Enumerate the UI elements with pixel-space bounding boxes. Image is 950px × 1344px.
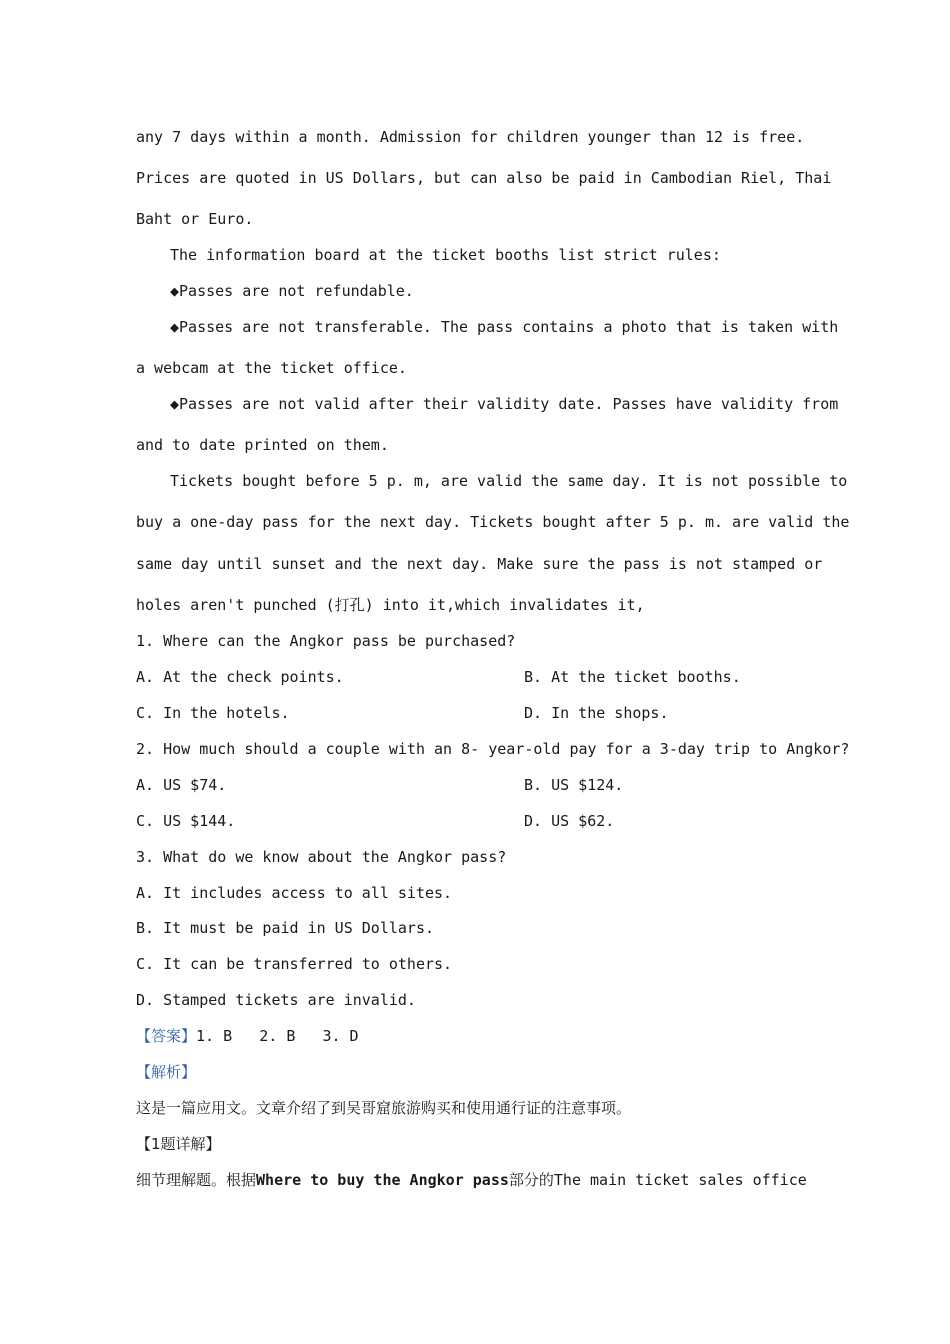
question-3: 3. What do we know about the Angkor pass? bbox=[136, 848, 507, 866]
analysis-summary: 这是一篇应用文。文章介绍了到吴哥窟旅游购买和使用通行证的注意事项。 bbox=[136, 1099, 632, 1117]
option-a: A. US $74. bbox=[136, 776, 227, 794]
passage-line: Prices are quoted in US Dollars, but can also be paid in Cambodian Riel, Thai bbox=[136, 169, 832, 187]
passage-line: holes aren't punched (打孔) into it,which invalidates it, bbox=[136, 596, 645, 614]
analysis-label: 【解析】 bbox=[136, 1063, 197, 1081]
option-a: A. It includes access to all sites. bbox=[136, 884, 453, 902]
question-2: 2. How much should a couple with an 8- year-old pay for a 3-day trip to Angkor? bbox=[136, 740, 850, 758]
answer-line bbox=[136, 1026, 359, 1046]
rule-item: ◆Passes are not transferable. The pass contains a photo that is taken with bbox=[170, 318, 839, 336]
detail-bold: Where to buy the Angkor pass bbox=[256, 1171, 509, 1189]
passage-line: same day until sunset and the next day. Make sure the pass is not stamped or bbox=[136, 555, 823, 573]
passage-line: any 7 days within a month. Admission for children younger than 12 is free. bbox=[136, 128, 805, 146]
option-d: D. In the shops. bbox=[524, 704, 669, 722]
answer-label: 【答案】 bbox=[136, 1027, 197, 1045]
passage-line: Baht or Euro. bbox=[136, 210, 254, 228]
option-c: C. It can be transferred to others. bbox=[136, 955, 453, 973]
option-d: D. Stamped tickets are invalid. bbox=[136, 991, 416, 1009]
detail-prefix: 细节理解题。根据 bbox=[136, 1171, 257, 1189]
passage-line: and to date printed on them. bbox=[136, 436, 389, 454]
option-c: C. US $144. bbox=[136, 812, 236, 830]
answer-text: 1. B 2. B 3. D bbox=[196, 1027, 359, 1045]
detail-post: The main ticket sales office bbox=[553, 1171, 807, 1189]
passage-line: a webcam at the ticket office. bbox=[136, 359, 407, 377]
passage-line: Tickets bought before 5 p. m, are valid the same day. It is not possible to bbox=[170, 472, 848, 490]
option-c: C. In the hotels. bbox=[136, 704, 290, 722]
option-b: B. At the ticket booths. bbox=[524, 668, 741, 686]
detail-mid: 部分的 bbox=[508, 1171, 554, 1189]
option-b: B. US $124. bbox=[524, 776, 624, 794]
option-d: D. US $62. bbox=[524, 812, 615, 830]
option-a: A. At the check points. bbox=[136, 668, 344, 686]
rule-item: ◆Passes are not valid after their validity date. Passes have validity from bbox=[170, 395, 839, 413]
q1-detail-line bbox=[136, 1170, 807, 1190]
rule-item: ◆Passes are not refundable. bbox=[170, 282, 414, 300]
question-1: 1. Where can the Angkor pass be purchased? bbox=[136, 632, 516, 650]
analysis-label-line bbox=[136, 1062, 196, 1082]
passage-line: buy a one-day pass for the next day. Tickets bought after 5 p. m. are valid the bbox=[136, 513, 850, 531]
passage-line: The information board at the ticket booths list strict rules: bbox=[170, 246, 721, 264]
q1-detail-heading: 【1题详解】 bbox=[136, 1135, 221, 1153]
option-b: B. It must be paid in US Dollars. bbox=[136, 919, 435, 937]
